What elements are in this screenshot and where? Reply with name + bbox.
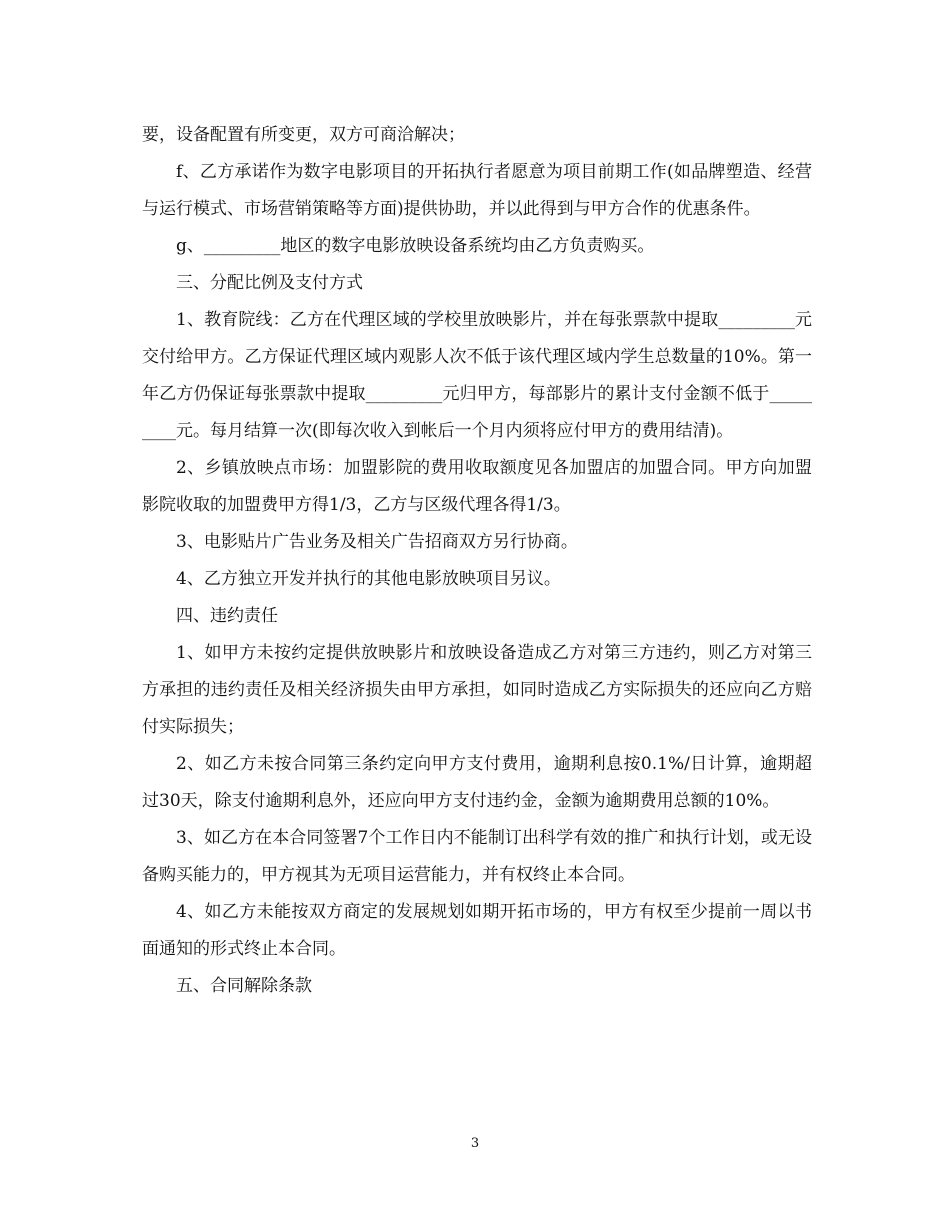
page-number: 3 <box>470 1136 480 1151</box>
paragraph-f: f、乙方承诺作为数字电影项目的开拓执行者愿意为项目前期工作(如品牌塑造、经营与运行模式、市场营销策略等方面)提供协助，并以此得到与甲方合作的优惠条件。 <box>142 162 812 219</box>
paragraph-4-1: 1、如甲方未按约定提供放映影片和放映设备造成乙方对第三方违约，则乙方对第三方承担的违约责任及相关经济损失由甲方承担，如同时造成乙方实际损失的还应向乙方赔付实际损失； <box>142 643 812 737</box>
paragraph-3-3: 3、电影贴片广告业务及相关广告招商双方另行协商。 <box>176 532 578 552</box>
section-heading-3: 三、分配比例及支付方式 <box>176 273 363 293</box>
paragraph-4-4: 4、如乙方未能按双方商定的发展规划如期开拓市场的，甲方有权至少提前一周以书面通知的形式终止本合同。 <box>142 902 812 959</box>
paragraph-g: g、_________地区的数字电影放映设备系统均由乙方负责购买。 <box>176 236 655 256</box>
paragraph-3-2: 2、乡镇放映点市场：加盟影院的费用收取额度见各加盟店的加盟合同。甲方向加盟影院收取的加盟费甲方得1/3，乙方与区级代理各得1/3。 <box>142 458 812 515</box>
paragraph-3-4: 4、乙方独立开发并执行的其他电影放映项目另议。 <box>176 569 561 589</box>
paragraph-4-2: 2、如乙方未按合同第三条约定向甲方支付费用，逾期利息按0.1%/日计算，逾期超过30天，除支付逾期利息外，还应向甲方支付违约金，金额为逾期费用总额的10%。 <box>142 754 812 811</box>
section-heading-5: 五、合同解除条款 <box>176 976 312 996</box>
document-body <box>142 117 812 1005</box>
section-heading-4: 四、违约责任 <box>176 606 278 626</box>
paragraph-1: 要，设备配置有所变更，双方可商洽解决； <box>142 125 465 145</box>
paragraph-4-3: 3、如乙方在本合同签署7个工作日内不能制订出科学有效的推广和执行计划，或无设备购买能力的，甲方视其为无项目运营能力，并有权终止本合同。 <box>142 828 812 885</box>
paragraph-3-1: 1、教育院线：乙方在代理区域的学校里放映影片，并在每张票款中提取_________元交付给甲方。乙方保证代理区域内观影人次不低于该代理区域内学生总数量的10%。第一年乙方仍保证每张票款中提取_________元归甲方，每部影片的累计支付金额不低于_________元。每月结算一次(即每次收入到帐后一个月内须将应付甲方的费用结清)。 <box>142 310 812 441</box>
